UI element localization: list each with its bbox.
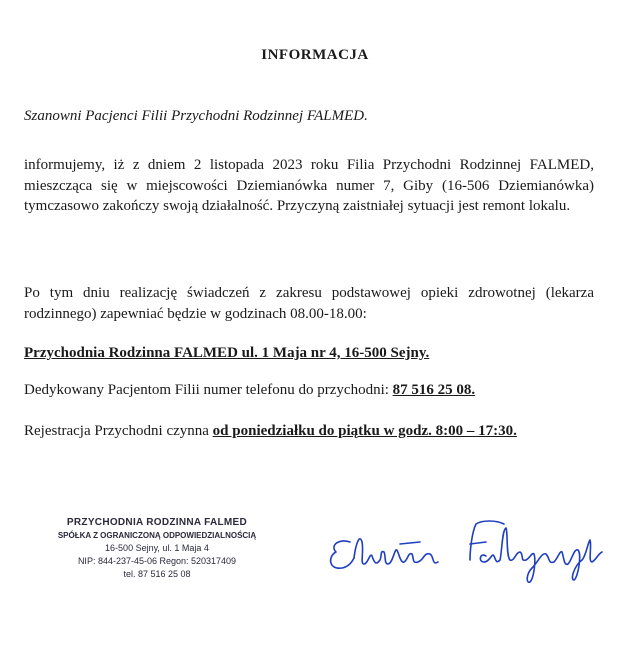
registration-hours: od poniedziałku do piątku w godz. 8:00 – 17:30.	[212, 423, 517, 439]
document-title: INFORMACJA	[261, 47, 369, 63]
stamp-line: PRZYCHODNIA RODZINNA FALMED	[66, 517, 248, 528]
stamp-line: NIP: 844-237-45-06 Regon: 520317409	[77, 556, 237, 566]
stamp-line: tel. 87 516 25 08	[123, 569, 191, 579]
phone-line	[24, 382, 475, 399]
clinic-address: Przychodnia Rodzinna FALMED ul. 1 Maja nr 4, 16-500 Sejny.	[24, 345, 430, 361]
registration-label: Rejestracja Przychodni czynna	[24, 423, 213, 439]
greeting: Szanowni Pacjenci Filii Przychodni Rodzinnej FALMED.	[24, 108, 368, 124]
handwritten-signature	[320, 512, 610, 592]
company-stamp	[52, 516, 262, 581]
registration-line	[24, 423, 517, 440]
phone-label: Dedykowany Pacjentom Filii numer telefonu do przychodni:	[24, 382, 393, 398]
service-paragraph: Po tym dniu realizację świadczeń z zakresu podstawowej opieki zdrowotnej (lekarza rodzinnego) zapewniać będzie w godzinach 08.00-18.00:	[24, 285, 594, 322]
phone-number: 87 516 25 08.	[392, 382, 476, 398]
stamp-line: SPÓŁKA Z OGRANICZONĄ ODPOWIEDZIALNOŚCIĄ	[57, 531, 257, 540]
stamp-line: 16-500 Sejny, ul. 1 Maja 4	[105, 543, 209, 553]
announcement-paragraph: informujemy, iż z dniem 2 listopada 2023 roku Filia Przychodni Rodzinnej FALMED, mieszcząca się w miejscowości Dziemianówka numer 7, Giby (16-506 Dziemianówka) tymczasowo zakończy swoją działalność. Przyczyną zaistniałej sytuacji jest remont lokalu.	[24, 157, 594, 214]
